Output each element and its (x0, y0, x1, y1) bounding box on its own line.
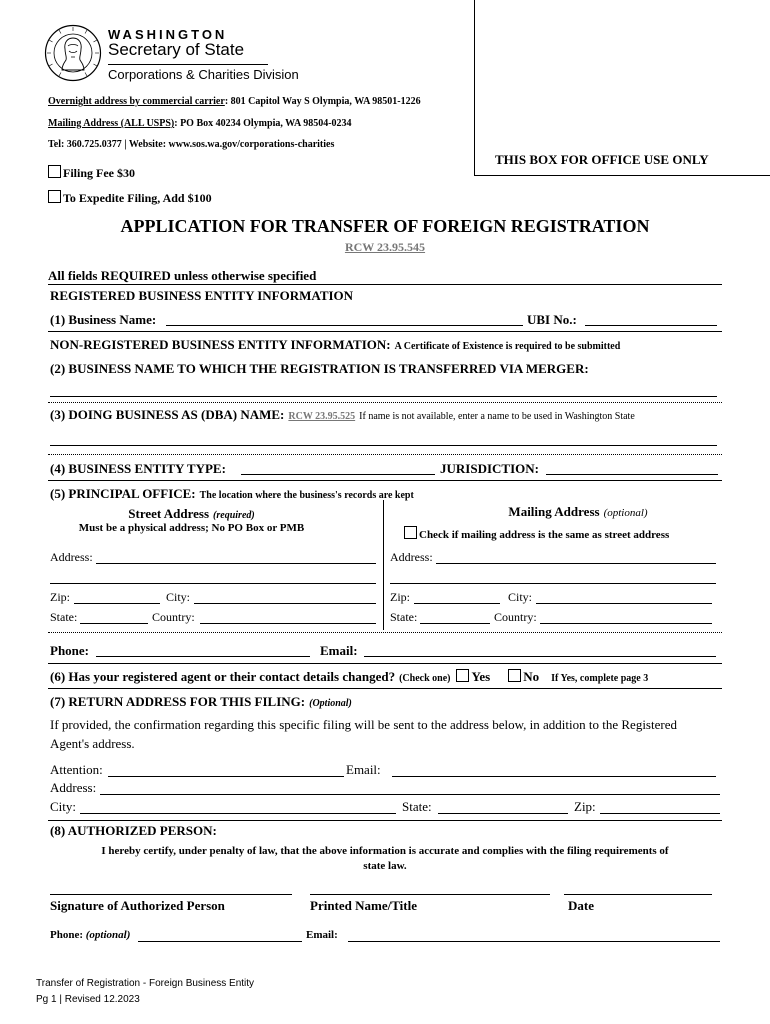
ubi-label: UBI No.: (527, 312, 577, 327)
return-address-label: Address: (50, 780, 97, 795)
mailing-address: Mailing Address (ALL USPS): PO Box 40234 Olympia, WA 98504-0234 (48, 118, 352, 129)
street-city-field[interactable] (194, 603, 376, 604)
street-state-field[interactable] (80, 623, 148, 624)
agent-no-checkbox[interactable] (508, 669, 521, 682)
return-desc-1: If provided, the confirmation regarding this specific filing will be sent to the address below, in addition to the Registered (50, 717, 677, 732)
jurisdiction-field[interactable] (546, 474, 718, 475)
business-name-field[interactable] (166, 325, 523, 326)
return-city-label: City: (50, 799, 77, 814)
return-city-field[interactable] (80, 813, 396, 814)
signature-label: Signature of Authorized Person (50, 898, 225, 913)
printed-name-label: Printed Name/Title (310, 898, 417, 913)
agent-yes-checkbox[interactable] (456, 669, 469, 682)
entity-type-label: (4) BUSINESS ENTITY TYPE: (50, 461, 226, 476)
street-zip-label: Zip: (50, 590, 70, 604)
street-heading: Street Address (required) (128, 506, 255, 521)
mailing-country-label: Country: (494, 610, 537, 624)
certify-line-1: I hereby certify, under penalty of law, that the above information is accurate and complies with the filing requirements of (101, 845, 669, 857)
mailing-address-label: Address: (390, 550, 433, 564)
street-address-field-2[interactable] (50, 583, 376, 584)
footer-page: Pg 1 | Revised 12.2023 (36, 994, 140, 1005)
phone-field[interactable] (96, 656, 310, 657)
authorized-heading: (8) AUTHORIZED PERSON: (50, 823, 217, 838)
auth-email-field[interactable] (348, 941, 720, 942)
ubi-field[interactable] (585, 325, 717, 326)
return-email-field[interactable] (392, 776, 716, 777)
state-seal-logo (44, 24, 102, 82)
agent-changed-row: (6) Has your registered agent or their contact details changed? (Check one) Yes No If Yes, complete page 3 (50, 669, 649, 684)
same-address-checkbox[interactable] (404, 526, 417, 539)
mailing-zip-field[interactable] (414, 603, 500, 604)
return-desc-2: Agent's address. (50, 736, 135, 751)
auth-phone-label: Phone: (optional) (50, 929, 131, 941)
street-zip-field[interactable] (74, 603, 160, 604)
attention-field[interactable] (108, 776, 344, 777)
dba-rcw-link[interactable]: RCW 23.95.525 (288, 411, 356, 422)
business-name-label: (1) Business Name: (50, 312, 157, 327)
expedite-row: To Expedite Filing, Add $100 (48, 190, 212, 206)
contact-info: Tel: 360.725.0377 | Website: www.sos.wa.gov/corporations-charities (48, 139, 335, 150)
filing-fee-checkbox[interactable] (48, 165, 61, 178)
return-state-field[interactable] (438, 813, 568, 814)
form-title: APPLICATION FOR TRANSFER OF FOREIGN REGISTRATION (120, 216, 650, 236)
street-note: Must be a physical address; No PO Box or PMB (78, 522, 305, 534)
dba-row: (3) DOING BUSINESS AS (DBA) NAME: RCW 23.95.525 If name is not available, enter a name to be used in Washington State (50, 407, 635, 422)
street-country-label: Country: (152, 610, 195, 624)
mailing-zip-label: Zip: (390, 590, 410, 604)
auth-email-label: Email: (306, 929, 338, 941)
email-field[interactable] (364, 656, 716, 657)
return-email-label: Email: (346, 762, 381, 777)
signature-field[interactable] (50, 894, 292, 895)
office-use-box (474, 0, 770, 176)
date-field[interactable] (564, 894, 712, 895)
dba-name-field[interactable] (50, 445, 717, 446)
division-name: Corporations & Charities Division (108, 67, 299, 82)
merger-name-field[interactable] (50, 396, 717, 397)
street-country-field[interactable] (200, 623, 376, 624)
auth-phone-field[interactable] (138, 941, 302, 942)
email-label: Email: (320, 643, 358, 658)
street-state-label: State: (50, 610, 78, 624)
certify-line-2: state law. (363, 860, 407, 872)
office-use-label: THIS BOX FOR OFFICE USE ONLY (495, 152, 709, 167)
street-city-label: City: (166, 590, 191, 604)
merger-name-label: (2) BUSINESS NAME TO WHICH THE REGISTRATION IS TRANSFERRED VIA MERGER: (50, 361, 589, 376)
jurisdiction-label: JURISDICTION: (440, 461, 539, 476)
agency-subname: Secretary of State (108, 40, 245, 59)
date-label: Date (568, 898, 594, 913)
mailing-heading: Mailing Address (optional) (508, 504, 648, 519)
attention-label: Attention: (50, 762, 103, 777)
expedite-checkbox[interactable] (48, 190, 61, 203)
return-zip-label: Zip: (574, 799, 596, 814)
overnight-address: Overnight address by commercial carrier: 801 Capitol Way S Olympia, WA 98501-1226 (48, 96, 421, 107)
mailing-state-label: State: (390, 610, 418, 624)
mailing-country-field[interactable] (540, 623, 712, 624)
filing-fee-row: Filing Fee $30 (48, 165, 135, 181)
street-address-label: Address: (50, 550, 93, 564)
mailing-address-field[interactable] (436, 563, 716, 564)
same-address-row: Check if mailing address is the same as street address (404, 526, 669, 541)
footer-form-name: Transfer of Registration - Foreign Business Entity (36, 978, 255, 989)
phone-label: Phone: (50, 643, 89, 658)
principal-office-row: (5) PRINCIPAL OFFICE: The location where the business's records are kept (50, 486, 414, 501)
return-address-field[interactable] (100, 794, 720, 795)
mailing-city-field[interactable] (536, 603, 712, 604)
required-note: All fields REQUIRED unless otherwise specified (48, 268, 317, 283)
entity-type-field[interactable] (241, 474, 435, 475)
mailing-address-field-2[interactable] (390, 583, 716, 584)
mailing-state-field[interactable] (420, 623, 490, 624)
return-zip-field[interactable] (600, 813, 720, 814)
return-state-label: State: (402, 799, 432, 814)
registered-heading: REGISTERED BUSINESS ENTITY INFORMATION (50, 288, 354, 303)
rcw-link[interactable]: RCW 23.95.545 (344, 240, 426, 254)
agency-name: WASHINGTON (108, 27, 228, 42)
nonreg-heading: NON-REGISTERED BUSINESS ENTITY INFORMATION: A Certificate of Existence is required to be submitted (50, 337, 621, 352)
printed-name-field[interactable] (310, 894, 550, 895)
return-address-heading: (7) RETURN ADDRESS FOR THIS FILING: (Optional) (50, 694, 352, 709)
street-address-field[interactable] (96, 563, 376, 564)
mailing-city-label: City: (508, 590, 533, 604)
